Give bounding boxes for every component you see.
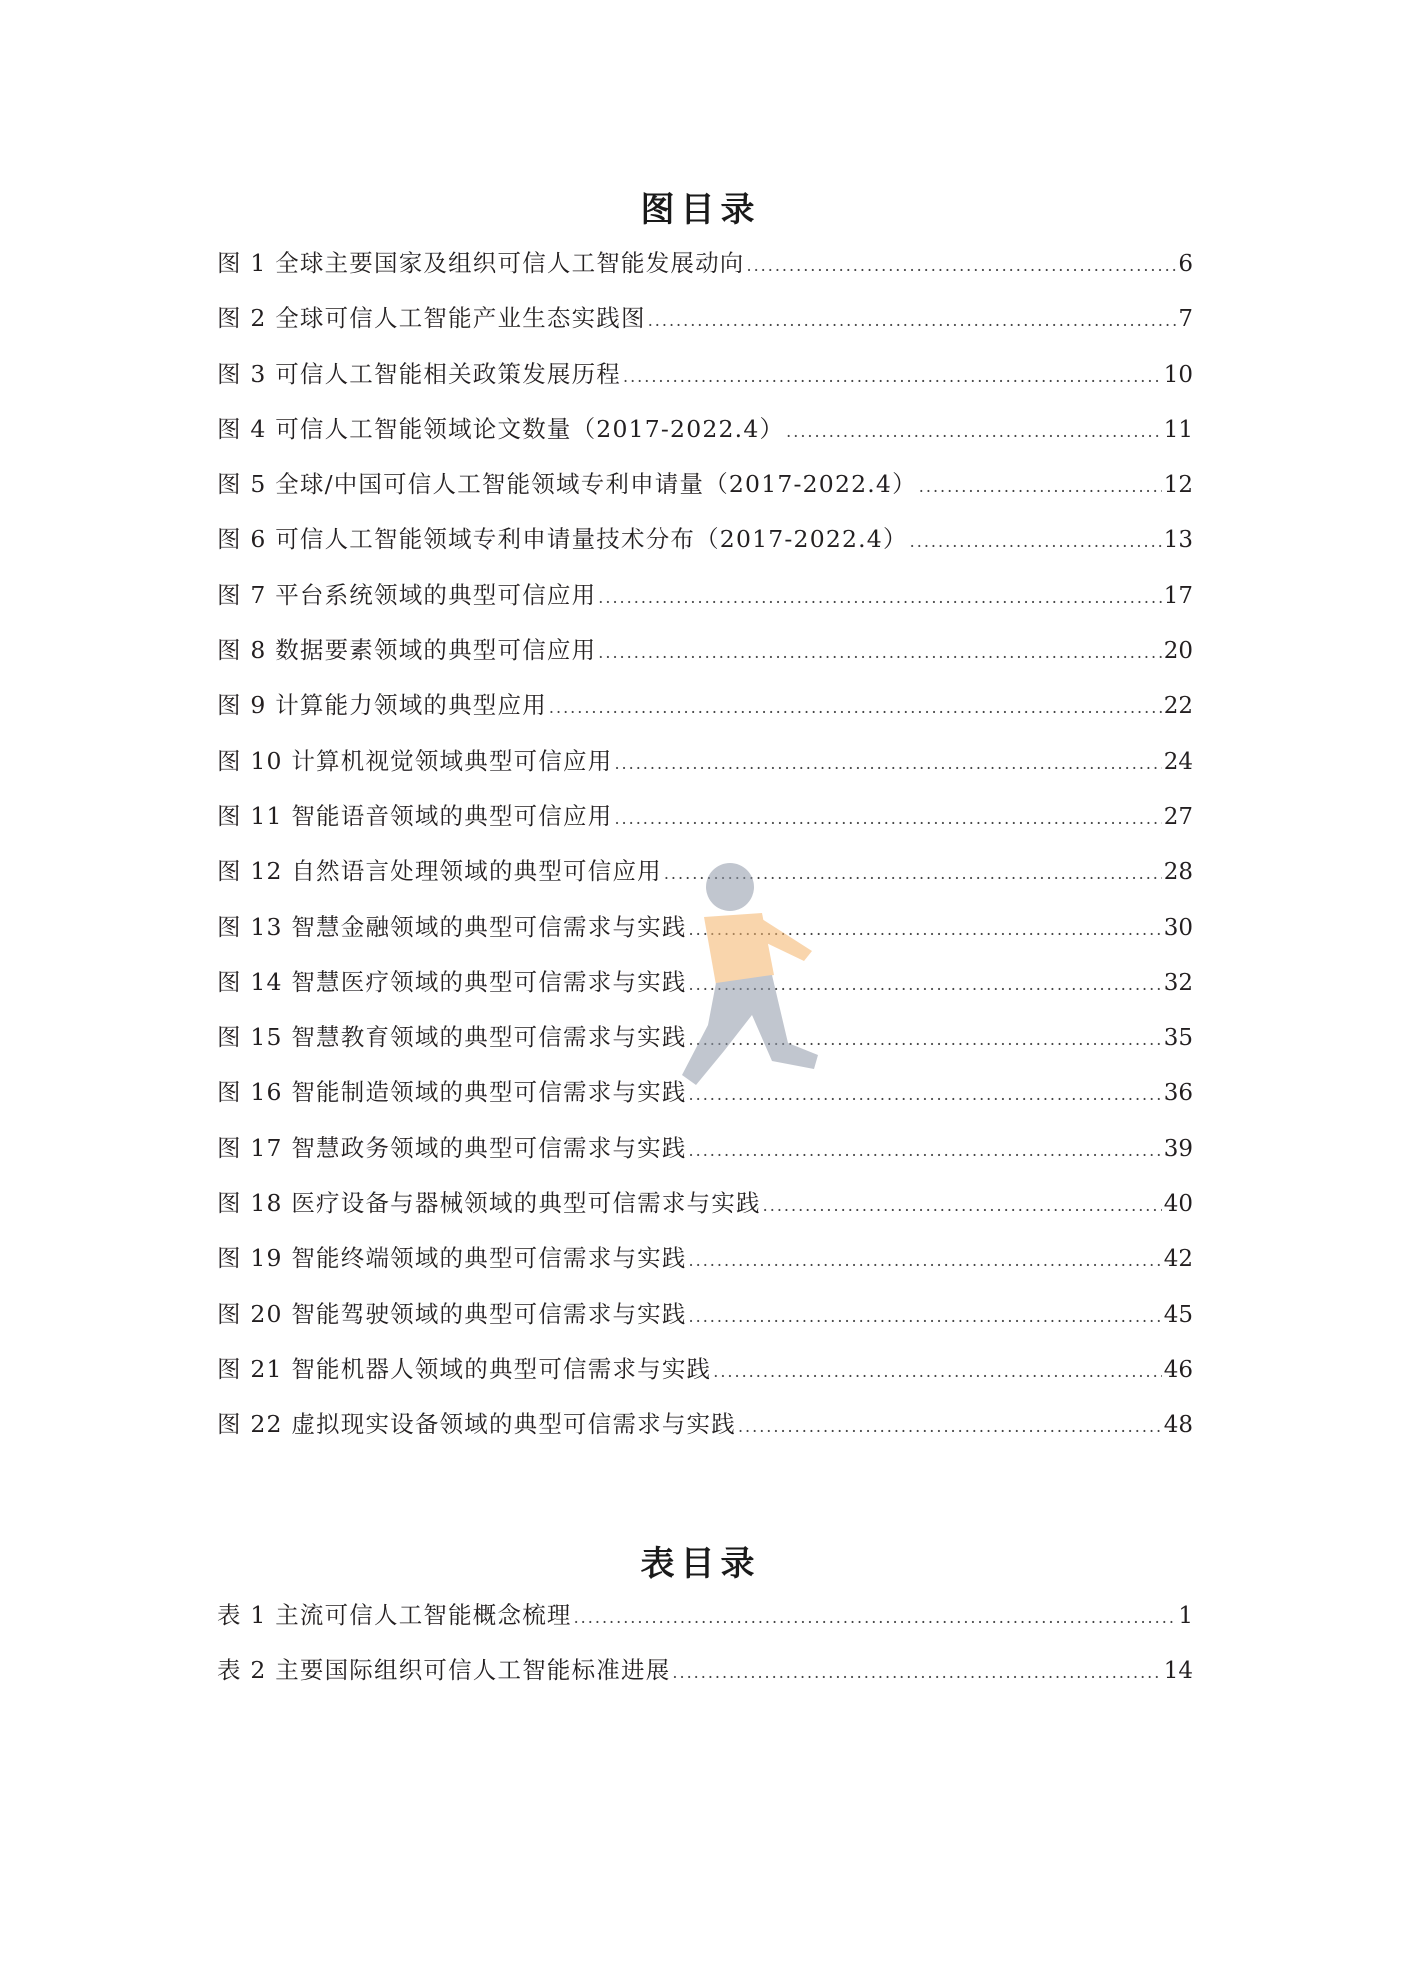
figure-entry[interactable] [217,1188,1193,1243]
figure-entry-label: 图 10 计算机视觉领域典型可信应用 [217,746,613,775]
dot-leader [614,804,1161,834]
table-entry-label: 表 1 主流可信人工智能概念梳理 [217,1601,572,1629]
dot-leader [689,1302,1162,1332]
figure-entry-label: 图 21 智能机器人领域的典型可信需求与实践 [217,1354,712,1383]
figure-entry-page-number: 11 [1163,416,1193,443]
figure-entry-page-number: 46 [1163,1356,1193,1383]
figure-entry-label: 图 18 医疗设备与器械领域的典型可信需求与实践 [217,1189,761,1218]
dot-leader [910,527,1162,557]
figure-entry[interactable] [217,690,1193,745]
figure-entry-page-number: 6 [1178,251,1193,277]
figure-entry-page-number: 45 [1163,1301,1193,1328]
figure-entry-page-number: 7 [1178,306,1193,333]
figure-entry-page-number: 27 [1163,803,1193,830]
runner-figure-icon [612,855,822,1095]
dot-leader [648,306,1177,336]
table-list-title: 表目录 [640,1544,761,1584]
figure-entry[interactable] [217,1133,1193,1188]
figure-entry[interactable] [217,524,1193,579]
figure-entry[interactable] [217,635,1193,690]
table-entry[interactable] [217,1600,1193,1655]
dot-leader [598,638,1161,668]
figure-entry-label: 图 20 智能驾驶领域的典型可信需求与实践 [217,1299,687,1328]
figure-entry-label: 图 16 智能制造领域的典型可信需求与实践 [217,1078,687,1107]
dot-leader [763,1191,1162,1221]
figure-entry-page-number: 39 [1163,1135,1193,1162]
watermark-legs [682,975,818,1085]
figure-entry-label: 图 19 智能终端领域的典型可信需求与实践 [217,1244,687,1273]
dot-leader [614,749,1161,779]
figure-entry[interactable] [217,1299,1193,1354]
figure-entry-label: 图 12 自然语言处理领域的典型可信应用 [217,857,662,886]
dot-leader [623,362,1162,392]
figure-entry-label: 图 4 可信人工智能领域论文数量（2017-2022.4） [217,414,785,443]
figure-entry-page-number: 30 [1163,914,1193,941]
figure-entry-page-number: 17 [1163,582,1193,609]
table-entry[interactable] [217,1655,1193,1710]
figure-entry[interactable] [217,303,1193,358]
figure-entry-label: 图 9 计算能力领域的典型应用 [217,691,547,720]
dot-leader [689,1136,1162,1166]
figure-entry-label: 图 1 全球主要国家及组织可信人工智能发展动向 [217,249,745,277]
figure-entry-page-number: 36 [1163,1080,1193,1107]
figure-entry[interactable] [217,248,1193,303]
dot-leader [598,583,1161,613]
figure-entry-label: 图 13 智慧金融领域的典型可信需求与实践 [217,912,687,941]
figure-entry[interactable] [217,801,1193,856]
figure-entry-page-number: 28 [1163,859,1193,886]
figure-entry-label: 图 2 全球可信人工智能产业生态实践图 [217,304,646,333]
figure-list-title: 图目录 [640,190,761,230]
figure-entry-page-number: 10 [1163,361,1193,388]
figure-entry-page-number: 13 [1163,527,1193,554]
figure-entry[interactable] [217,580,1193,635]
dot-leader [747,251,1177,281]
figure-entry-page-number: 24 [1163,748,1193,775]
figure-entry[interactable] [217,746,1193,801]
figure-entry[interactable] [217,414,1193,469]
figure-entry-page-number: 20 [1163,638,1193,665]
figure-entry-label: 图 11 智能语音领域的典型可信应用 [217,801,613,830]
dot-leader [786,417,1162,447]
dot-leader [549,693,1162,723]
figure-entry[interactable] [217,469,1193,524]
figure-entry-label: 图 6 可信人工智能领域专利申请量技术分布（2017-2022.4） [217,525,908,554]
figure-entry[interactable] [217,359,1193,414]
figure-entry-page-number: 48 [1163,1412,1193,1439]
figure-entry-page-number: 32 [1163,969,1193,996]
dot-leader [689,1246,1162,1276]
dot-leader [672,1658,1161,1688]
watermark-head [706,863,754,911]
figure-entry-label: 图 7 平台系统领域的典型可信应用 [217,580,597,609]
figure-entry-label: 图 8 数据要素领域的典型可信应用 [217,636,597,665]
figure-entry-page-number: 12 [1163,472,1193,499]
figure-entry-page-number: 40 [1163,1191,1193,1218]
figure-entry[interactable] [217,1409,1193,1464]
figure-entry-label: 图 17 智慧政务领域的典型可信需求与实践 [217,1133,687,1162]
table-list [217,1600,1193,1711]
figure-entry-label: 图 3 可信人工智能相关政策发展历程 [217,359,621,388]
figure-entry-page-number: 42 [1163,1246,1193,1273]
dot-leader [574,1603,1177,1633]
table-entry-label: 表 2 主要国际组织可信人工智能标准进展 [217,1656,671,1685]
dot-leader [919,472,1162,502]
figure-entry-page-number: 22 [1163,693,1193,720]
figure-entry-label: 图 5 全球/中国可信人工智能领域专利申请量（2017-2022.4） [217,470,917,499]
figure-entry-label: 图 14 智慧医疗领域的典型可信需求与实践 [217,967,687,996]
figure-entry-label: 图 22 虚拟现实设备领域的典型可信需求与实践 [217,1410,736,1439]
dot-leader [713,1357,1161,1387]
figure-entry[interactable] [217,1354,1193,1409]
figure-entry-page-number: 35 [1163,1025,1193,1052]
dot-leader [738,1412,1162,1442]
table-entry-page-number: 1 [1178,1603,1193,1629]
figure-entry[interactable] [217,1243,1193,1298]
figure-entry-label: 图 15 智慧教育领域的典型可信需求与实践 [217,1023,687,1052]
table-entry-page-number: 14 [1163,1658,1193,1685]
